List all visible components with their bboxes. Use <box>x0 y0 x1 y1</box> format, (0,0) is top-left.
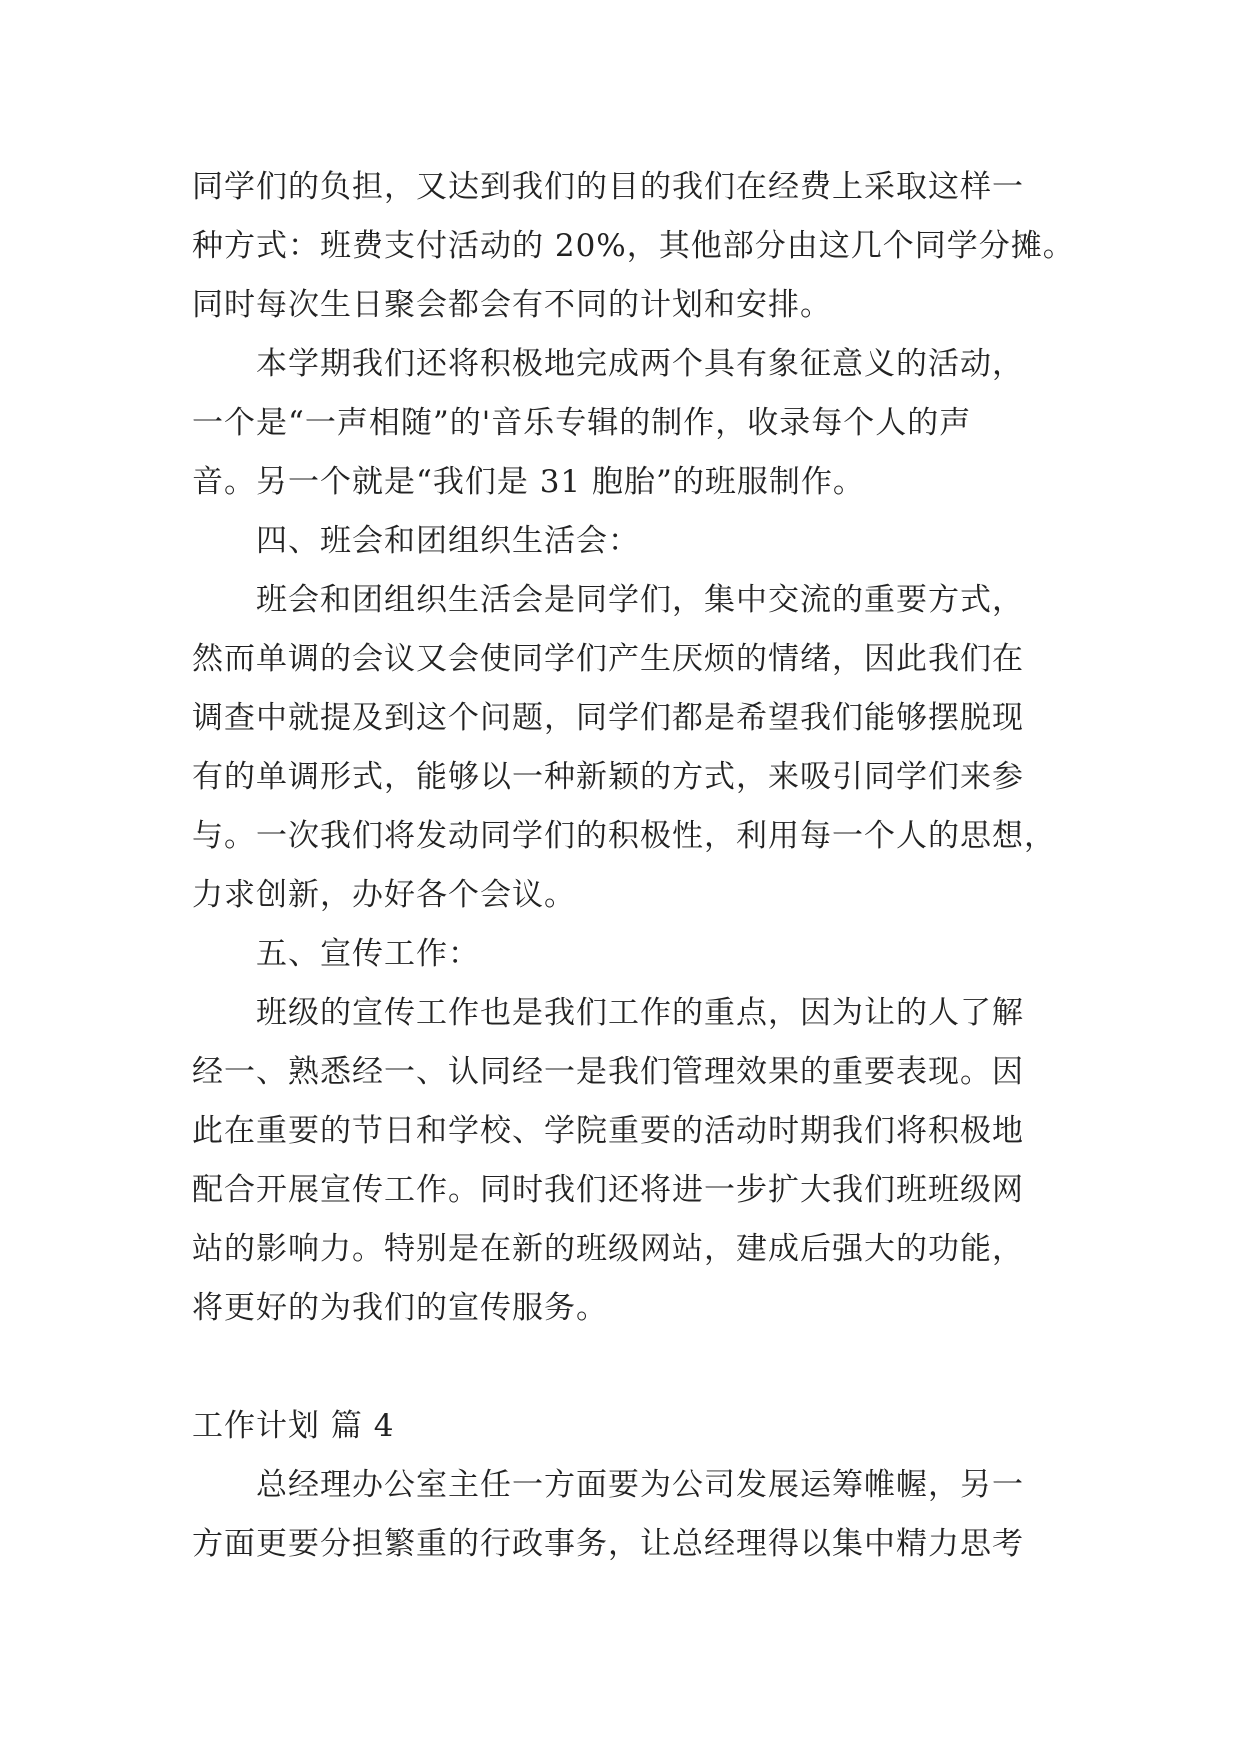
text-line: 同学们的负担，又达到我们的目的我们在经费上采取这样一 <box>192 169 1024 205</box>
text-line: 与。一次我们将发动同学们的积极性，利用每一个人的思想， <box>192 818 1056 854</box>
heading-text: 五、宣传工作： <box>256 936 480 972</box>
text-line: 有的单调形式，能够以一种新颖的方式，来吸引同学们来参 <box>192 759 1024 795</box>
text-line: 本学期我们还将积极地完成两个具有象征意义的活动， <box>256 346 1024 382</box>
text-line: 此在重要的节日和学校、学院重要的活动时期我们将积极地 <box>192 1113 1024 1149</box>
text-line: 种方式：班费支付活动的 20%，其他部分由这几个同学分摊。 <box>192 228 1075 264</box>
text-line: 同时每次生日聚会都会有不同的计划和安排。 <box>192 287 832 323</box>
text-line: 方面更要分担繁重的行政事务，让总经理得以集中精力思考 <box>192 1526 1024 1562</box>
paragraph-office-director <box>192 1456 1072 1574</box>
text-line: 一个是“一声相随”的'音乐专辑的制作，收录每个人的声 <box>192 405 972 441</box>
section-spacer <box>192 1338 1072 1397</box>
paragraph-publicity <box>192 984 1072 1338</box>
text-line: 经一、熟悉经一、认同经一是我们管理效果的重要表现。因 <box>192 1054 1024 1090</box>
text-line: 班级的宣传工作也是我们工作的重点，因为让的人了解 <box>256 995 1024 1031</box>
paragraph-class-meeting <box>192 571 1072 925</box>
section-heading <box>192 1397 1072 1456</box>
text-line: 调查中就提及到这个问题，同学们都是希望我们能够摆脱现 <box>192 700 1024 736</box>
text-line: 力求创新，办好各个会议。 <box>192 877 576 913</box>
text-line: 站的影响力。特别是在新的班级网站，建成后强大的功能， <box>192 1231 1024 1267</box>
paragraph-birthday-funding <box>192 158 1075 335</box>
document-body <box>192 158 1075 1574</box>
section-title: 工作计划 篇 4 <box>192 1408 395 1444</box>
heading-class-meeting <box>192 512 1072 571</box>
heading-publicity <box>192 925 1072 984</box>
text-line: 音。另一个就是“我们是 31 胞胎”的班服制作。 <box>192 464 865 500</box>
text-line: 总经理办公室主任一方面要为公司发展运筹帷幄，另一 <box>256 1467 1024 1503</box>
paragraph-symbolic-activities <box>192 335 1072 512</box>
text-line: 然而单调的会议又会使同学们产生厌烦的情绪，因此我们在 <box>192 641 1024 677</box>
text-line: 将更好的为我们的宣传服务。 <box>192 1290 608 1326</box>
text-line: 班会和团组织生活会是同学们，集中交流的重要方式， <box>256 582 1024 618</box>
heading-text: 四、班会和团组织生活会： <box>256 523 640 559</box>
text-line: 配合开展宣传工作。同时我们还将进一步扩大我们班班级网 <box>192 1172 1024 1208</box>
